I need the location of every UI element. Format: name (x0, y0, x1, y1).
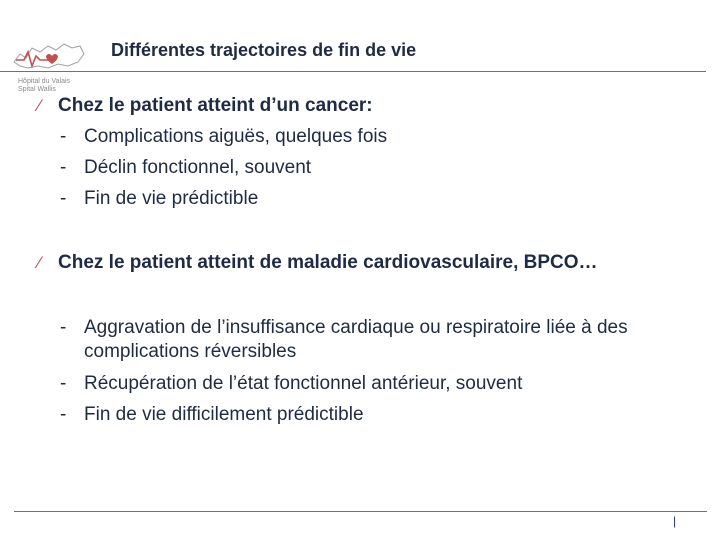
list-item-text: Fin de vie prédictible (84, 188, 259, 209)
list-item-text: Complications aiguës, quelques fois (84, 126, 388, 147)
list-item-text: Aggravation de l’insuffisance cardiaque ou respiratoire liée à des complications réversibles (84, 317, 628, 362)
title-divider (0, 71, 706, 72)
section-heading-cancer (38, 95, 373, 117)
dash-icon: - (60, 157, 67, 178)
dash-icon: - (60, 188, 67, 209)
section-heading-cardio (38, 252, 598, 274)
dash-icon: - (60, 373, 67, 394)
dash-icon: - (60, 317, 67, 338)
valais-map-icon (10, 40, 90, 74)
list-item-text: Récupération de l’état fonctionnel antérieur, souvent (84, 373, 523, 394)
logo-text-line1: Hôpital du Valais (18, 78, 71, 85)
page-number: | (673, 514, 677, 528)
bullet-icon: ⁄ (38, 96, 41, 115)
dash-icon: - (60, 404, 67, 425)
list-item-text: Déclin fonctionnel, souvent (84, 157, 312, 178)
slide-title: Différentes trajectoires de fin de vie (111, 40, 417, 60)
bullet-icon: ⁄ (38, 253, 41, 272)
heading-text: Chez le patient atteint d’un cancer: (58, 95, 373, 116)
logo-text-line2: Spital Wallis (18, 86, 56, 93)
dash-icon: - (60, 126, 67, 147)
list-item-text: Fin de vie difficilement prédictible (84, 404, 364, 425)
footer-divider (14, 511, 707, 512)
heading-text: Chez le patient atteint de maladie cardiovasculaire, BPCO… (58, 252, 598, 273)
hospital-logo (10, 40, 90, 100)
